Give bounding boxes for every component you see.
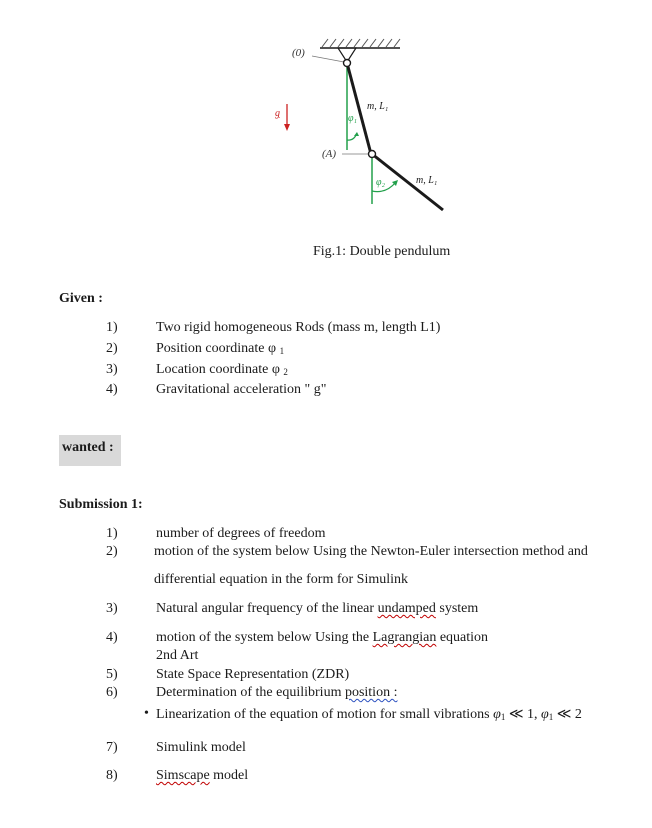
- sub-num-7: 7): [106, 740, 118, 755]
- sub-num-5: 5): [106, 667, 118, 682]
- wanted-label: wanted :: [62, 440, 114, 455]
- double-pendulum-figure: [250, 28, 480, 218]
- spell-position: position :: [344, 685, 398, 700]
- joint-0: [344, 60, 351, 67]
- spell-simscape: Simscape: [156, 768, 210, 783]
- wanted-box: [59, 435, 121, 466]
- sub-text-2-line1: motion of the system below Using the Newton-Euler intersection method and: [154, 544, 588, 559]
- given-num-3: 3): [106, 362, 118, 377]
- sub-num-1: 1): [106, 526, 118, 541]
- sub-num-2: 2): [106, 544, 118, 559]
- sub-text-linearization: Linearization of the equation of motion for small vibrations $\varphi_1$ ≪ 1, $\varphi_1$ ≪ 2: [156, 707, 582, 722]
- rod-2-label: m, L₁: [416, 175, 438, 186]
- given-num-4: 4): [106, 382, 118, 397]
- sub-bullet: •: [144, 706, 149, 721]
- spell-lagrangian: Lagrangian: [372, 630, 437, 645]
- sub-num-6: 6): [106, 685, 118, 700]
- sub-num-3: 3): [106, 601, 118, 616]
- figure-caption: Fig.1: Double pendulum: [313, 244, 451, 259]
- origin-label: (0): [292, 47, 305, 59]
- ceiling-hatching: [322, 39, 400, 47]
- gravity-arrowhead: [284, 124, 290, 131]
- sub-text-8: Simscape model: [156, 768, 249, 783]
- sub-text-7: Simulink model: [156, 740, 246, 755]
- spell-undamped: undamped: [377, 601, 436, 616]
- phi2-label: φ₂: [376, 177, 386, 188]
- given-text-2: Position coordinate φ $_1$: [156, 341, 285, 356]
- joint-a: [369, 151, 376, 158]
- sub-num-4: 4): [106, 630, 118, 645]
- submission-heading: Submission 1:: [59, 497, 143, 512]
- given-text-4: Gravitational acceleration " g": [156, 382, 327, 397]
- sub-text-2-line2: differential equation in the form for Simulink: [154, 572, 409, 587]
- phi1-label: φ₁: [348, 113, 358, 124]
- given-heading: Given :: [59, 291, 103, 306]
- sub-text-6: Determination of the equilibrium position :: [156, 685, 398, 700]
- sub-text-5: State Space Representation (ZDR): [156, 667, 350, 682]
- given-num-1: 1): [106, 320, 118, 335]
- given-text-3: Location coordinate φ $_2$: [156, 362, 288, 377]
- gravity-label: g: [275, 108, 280, 119]
- rod-1-label: m, L₁: [367, 101, 389, 112]
- point-a-label: (A): [322, 148, 337, 160]
- given-num-2: 2): [106, 341, 118, 356]
- sub-text-1: number of degrees of freedom: [156, 526, 326, 541]
- sub-text-4-line2: 2nd Art: [156, 648, 199, 663]
- sub-num-8: 8): [106, 768, 118, 783]
- sub-text-3: Natural angular frequency of the linear undamped system: [156, 601, 479, 616]
- sub-text-4: motion of the system below Using the Lagrangian equation: [156, 630, 489, 645]
- phi1-arrowhead: [354, 132, 359, 136]
- origin-leader: [312, 56, 344, 62]
- given-text-1: Two rigid homogeneous Rods (mass m, length L1): [156, 320, 441, 335]
